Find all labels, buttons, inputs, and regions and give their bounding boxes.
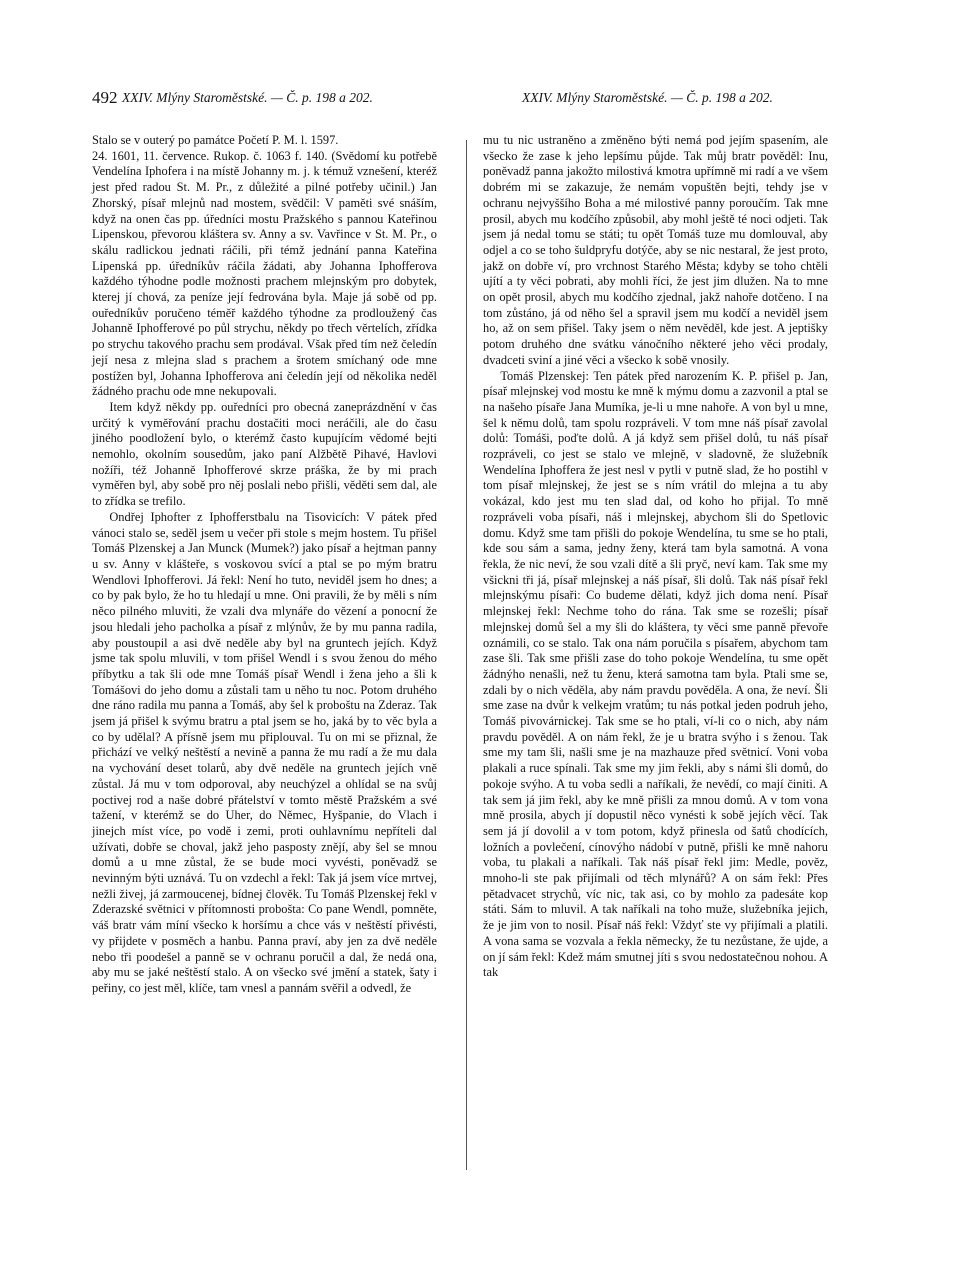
running-title-left: XXIV. Mlýny Staroměstské. — Č. p. 198 a 202. <box>122 90 373 105</box>
paragraph: 24. 1601, 11. července. Rukop. č. 1063 f. 140. (Svědomí ku potřebě Vendelína Iphofera i na místě Johanny m. j. k témuž vznešení, kteréž jest před radou St. M. Pr., z důležité a pilné potřeby učinil.) Jan Zhorský, písař mlejnů nad mostem, svědčil: V paměti své snáším, když na onen čas pp. úředníci mostu Pražského s pannou Kateřinou Lipenskou, převorou kláštera sv. Anny a sv. Vavřince v St. M. Pr., o skálu radlickou jednati ráčili, při témž jednání panna Kateřina Lipenská pp. úředníkův ráčila žádati, aby Johanna Iphofferova každého týhodne podle možnosti prachem mlejnským pro dobytek, kterej jí chová, za peníze její fedrována byla. Maje já sobě od pp. ouředníkův poručeno téměř každého týhodne za prodloužený čas Johanně Iphofferové po půl strychu, někdy po třech věrtelích, zřídka po strychu takového prachu sem prodával. Však před tím než čeledín její nesa z mlejna slad s prachem a šrotem smíchaný ode mne postížen byl, Johanna Iphofferova ani čeledín její od několika neděl žádného prachu ode mne nekupovali. <box>92 148 437 399</box>
paragraph: Stalo se v outerý po památce Početí P. M. l. 1597. <box>92 133 339 147</box>
paragraph: Ondřej Iphofter z Iphofferstbalu na Tisovicích: V pátek před vánoci stalo se, seděl jsem u večer při stole s mejm hostem. Tu přišel Tomáš Plzenskej a Jan Munck (Mumek?) jako písař a hejtman panny u sv. Anny v klášteře, s voskovou svící a ptal se po mým bratru Wendlovi Iphofferovi. Já řekl: Není ho tuto, neviděl jsem ho dnes; a co by pak bylo, že ho tu hledají u mne. Oni pravili, že by měli s ním něco pilného mluviti, že vzali dva mlynáře do vězení a ponocní že jsou hledali jeho pacholka a písař z mlýnův, že by mu panna radila, aby poustoupil a asi dvě neděle aby byl na gruntech jejích. Když jsme tak spolu mluvili, v tom přišel Wendl i s svou ženou do mého příbytku a tak šli ode mne Tomáš písař Wendl i žena jeho a šli k Tomášovi do jeho domu a zůstali tam u něho tu noc. Potom druhého dne ráno radila mu panna a Tomáš, aby šel k proboštu na Zderaz. Tak jsem já přišel k svýmu bratru a ptal jsem se ho, jaká by to věc byla a co by udělal? A přísně jsem mu připlouval. Tu on mi se přiznal, že přichází ve velký neštěstí a nevině a panna že mu radí a že mu dala na vychování deset tolarů, aby dvě neděle na gruntech jejích vně zůstal. Já mu v tom odporoval, aby neuchýzel a ohlídal se na svůj poctivej rod a naše dobré přátelství v tomto městě Pražském a své tažení, v kterémž se do Uher, do Němec, Hyšpanie, do Vlach i jinejch míst více, po vodě i zemi, proti ouhlavnímu nepříteli dal užívati, dobře se choval, jakž jeho pasposty znějí, aby šel se mnou domů a u mne zůstal, že se bude moci vyvésti, poněvadž se nevinným býti uznává. Tu on vzdechl a řekl: Tak já jsem více mrtvej, nežli živej, já zarmoucenej, bídnej člověk. Tu Tomáš Plzenskej řekl v Zderazské světnici v přítomnosti probošta: Co pane Wendl, pomněte, váš bratr vám míní všecko k horšímu a chce vás v neštěstí přivésti, vy přijdete v posměch a hanbu. Panna praví, aby jen za dvě neděle nebo tři poodešel a panně se v ochranu poručil a dal, že nedá ona, aby mu se jaké neštěstí stalo. A on všecko své jmění a statek, šaty i peřiny, co jest měl, klíče, tam vnesl a pannám svěřil a odvedl, že <box>92 509 437 995</box>
paragraph: Item když někdy pp. ouředníci pro obecná zaneprázdnění v čas určitý k vyměřování prachu dostačiti moci neráčili, ale do času jiného poodložení bylo, o kterémž často kupujícím vědomé bejti nemohlo, okolním sousedům, jako paní Alžbětě Pihavé, Havlovi nožíři, též Johanně Iphofferové skrze práška, že by mi prach vyměřen byl, aby sobě pro něj poslali nebo přišli, věděti sem dal, ale to zřídka se trefilo. <box>92 399 437 509</box>
page-header <box>92 88 804 112</box>
paragraph: Tomáš Plzenskej: Ten pátek před narozením K. P. přišel p. Jan, písař mlejnskej vod mostu ke mně k mýmu domu a zazvonil a ptal se na našeho písaře Jana Mumíka, je-li u mne nahoře. A von byl u mne, šel k němu dolů, tam spolu rozpráveli. V tom mne náš písař zavolal dolů: Tomáši, poďte dolů. A já když sem přišel dolů, tu náš písař rozpráveli, co jest se stalo ve mlejně, v sladovně, že služebník Wendelína Iphoffera že jest nesl v pytli v putně slad, že ho postihl v tom písař mlejnskej, že jest se s ním vrátil do mlejna a tu aby vokázal, kdo jest mu ten slad dal, od koho ho přijal. To mně rozpráveli voba písaři, náš i mlejnskej, abychom šli do Spetlovic domu. Když sme tam přišli do pokoje Wendelína, tu sme se ho ptali, kde sou sám a sama, jedny ženy, která tam byla samotná. A vona řekla, že nic neví, že sou vzali dítě a šli pryč, neví kam. Tak sme my všickni tři já, písař mlejnskej a náš písař, šli dolů. Tak náš písař řekl mlejnskýmu písaři: Co budeme dělati, když jich doma není. Písař mlejnskej řekl: Nechme toho do rána. Tak sme se rozešli; písař mlejnskej domů šel a my šli do kláštera, ty věci sme panně převoře oznámili, co se stalo. Tak ona nám poručila s písařem, abychom tam zase šli. Tak sme přišli zase do toho pokoje Wendelína, tu sme opět žádnýho nenašli, než tu ženu, která samotna tam byla. Ptali sme se, zdali by o nich věděla, aby nám pravdu pověděla. A ona, že neví. Šli sme zase na dvůr k velkejm vratům; tu nás potkal jeden podruh jeho, Tomáš pivovárnickej. Tak sme se ho ptali, ví-li co o nich, aby nám pravdu pověděl. A on nám řekl, že je u bratra svýho i s ženou. Tak sme my tam šli, našli sme je na mazhauze před světnicí. Voni voba plakali a ruce spínali. Tak sme my jim řekli, aby s námi šli domů, do pokoje svýho. A tu voba sedli a naříkali, že nevědí, co mají činiti. A tak sem já jim řekl, aby ke mně přišli za mnou domů. A v tom vona mně prosila, abych jí dopustil něco vynésti k sobě jejích věcí. Tak sem já jí dovolil a v tom potom, když přinesla od šatů chodících, ložních a povlečení, cínovýho nádobí v putně, přišli ke mně nahoru voba, tu plakali a naříkali. Tak náš písař řekl jim: Medle, pověz, mnoho-li ste pak přijímali od těch mlynářů? A on sám řekl: Přes pětadvacet strychů, víc nic, tak asi, co by mohlo za padesáte kop státi. Sám to mluvil. A tak naříkali na toho muže, služebníka jejich, že je jim von to nosil. Písař náš řekl: Vždyť ste vy přijímali a platili. A vona sama se vozvala a řekla německy, že tu nezůstane, že ujde, a on jí sám řekl: Kdež mám smutnej jíti s svou nedostatečnou nohou. A tak <box>483 368 828 980</box>
paragraph: mu tu nic ustraněno a změněno býti nemá pod jejím spasením, ale všecko že zase k jeho lepšímu půjde. Tak můj bratr pověděl: Inu, poněvadž panna jakožto milostivá kmotra upřímně mi radí a ve všem dobrém mi se zakazuje, že nemám vopuštěn bejti, tehdy jse v ochranu nejvyššího Boha a mé milostivé panny poroučím. Tak mne prosil, abych mu kodčího způsobil, aby mohl ještě té noci odjeti. Tak jsem já nedal tomu se státi; tu opět Tomáš tuze mu domlouval, aby odjel a co se toho šuldpryfu dotýče, aby se nic nestaral, že jest proto, jakž on dobře ví, pro vrchnost Starého Města; kdyby se toho chtěli ujítí a ty věci pobrati, aby mohli říci, že jest jim dlužen. Na to mne on opět prosil, abych mu kodčího zjednal, jakž nahoře dotčeno. I na tom zůstáno, já od něho šel a spravil jsem mu kodčí a neviděl jsem ho, až on sem přišel. Taky jsem o něm nevěděl, kde jest. A jeptišky potom druhého dne svátku vánočního některé jeho věci prodaly, dvadceti sviní a jiné věci a všecko k sobě vnosily. <box>483 133 828 367</box>
left-column <box>92 133 437 997</box>
column-divider <box>466 140 467 1170</box>
running-title-right: XXIV. Mlýny Staroměstské. — Č. p. 198 a 202. <box>522 90 773 105</box>
right-column <box>483 133 828 981</box>
page-number: 492 <box>92 88 118 107</box>
